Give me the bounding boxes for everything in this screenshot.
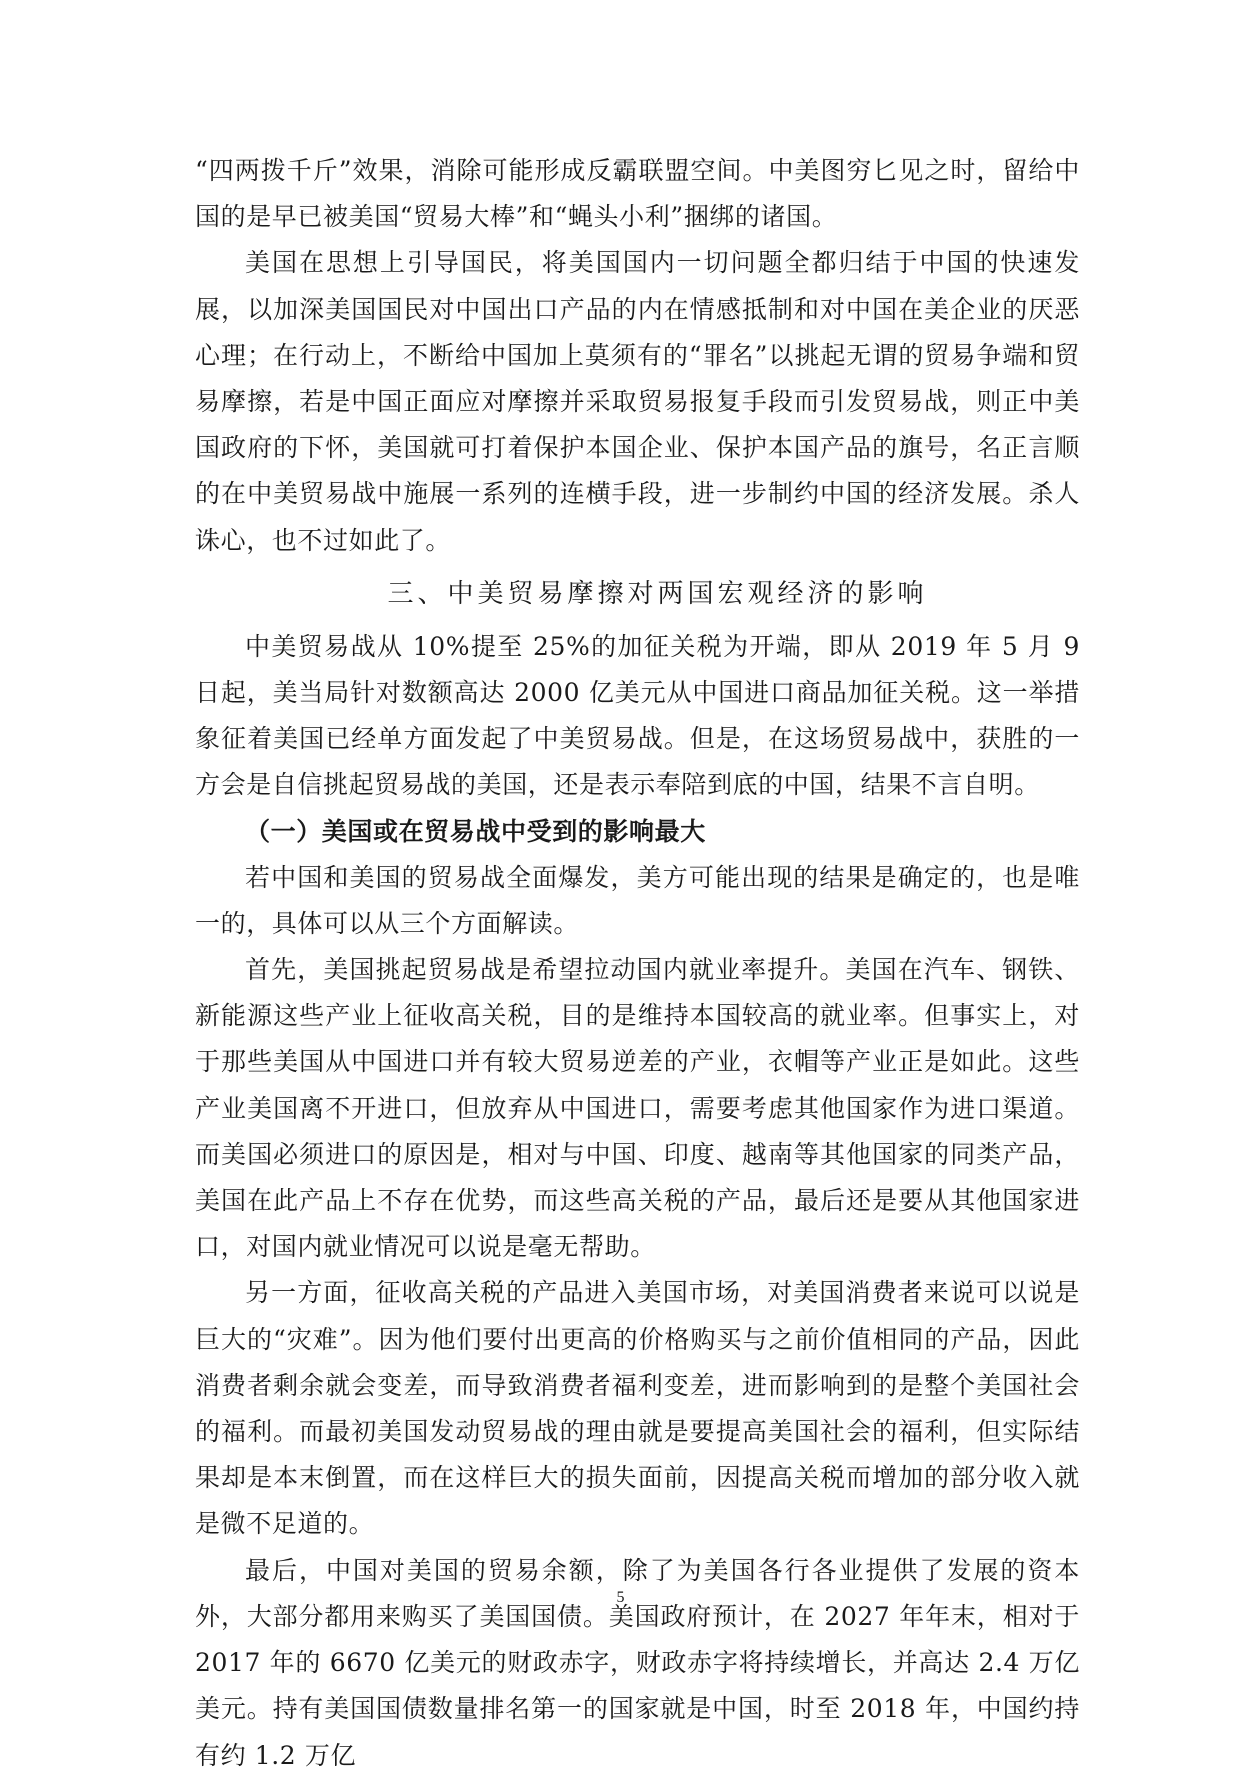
paragraph-treasury-bonds: 最后，中国对美国的贸易余额，除了为美国各行各业提供了发展的资本外，大部分都用来购买了美国国债。美国政府预计，在 2027 年年末，相对于 2017 年的 6670 亿美元的财政赤字，财政赤字将持续增长，并高达 2.4 万亿美元。持有美国国债数量排名第一的国家就是中国，时至 2018 年，中国约持有约 1.2 万亿 [195, 1555, 1080, 1770]
paragraph-outcome: 若中国和美国的贸易战全面爆发，美方可能出现的结果是确定的，也是唯一的，具体可以从三个方面解读。 [195, 862, 1080, 938]
paragraph-employment: 首先，美国挑起贸易战是希望拉动国内就业率提升。美国在汽车、钢铁、新能源这些产业上征收高关税，目的是维持本国较高的就业率。但事实上，对于那些美国从中国进口并有较大贸易逆差的产业，衣帽等产业正是如此。这些产业美国离不开进口，但放弃从中国进口，需要考虑其他国家作为进口渠道。而美国必须进口的原因是，相对与中国、印度、越南等其他国家的同类产品，美国在此产品上不存在优势，而这些高关税的产品，最后还是要从其他国家进口，对国内就业情况可以说是毫无帮助。 [195, 955, 1080, 1262]
paragraph-consumer-welfare: 另一方面，征收高关税的产品进入美国市场，对美国消费者来说可以说是巨大的“灾难”。因为他们要付出更高的价格购买与之前价值相同的产品，因此消费者剩余就会变差，而导致消费者福利变差，进而影响到的是整个美国社会的福利。而最初美国发动贸易战的理由就是要提高美国社会的福利，但实际结果却是本末倒置，而在这样巨大的损失面前，因提高关税而增加的部分收入就是微不足道的。 [195, 1278, 1080, 1539]
section-title: 三、中美贸易摩擦对两国宏观经济的影响 [387, 578, 928, 609]
page-number: 5 [616, 1589, 625, 1606]
body-text [195, 148, 1080, 1779]
paragraph-continuation: “四两拨千斤”效果，消除可能形成反霸联盟空间。中美图穷匕见之时，留给中国的是早已被美国“贸易大棒”和“蝇头小利”捆绑的诸国。 [195, 156, 1080, 232]
paragraph-section-intro: 中美贸易战从 10%提至 25%的加征关税为开端，即从 2019 年 5 月 9 日起，美当局针对数额高达 2000 亿美元从中国进口商品加征关税。这一举措象征着美国已经单方面发起了中美贸易战。但是，在这场贸易战中，获胜的一方会是自信挑起贸易战的美国，还是表示奉陪到底的中国，结果不言自明。 [195, 631, 1080, 800]
subsection-title: （一）美国或在贸易战中受到的影响最大 [245, 816, 706, 846]
paragraph-us-strategy: 美国在思想上引导国民，将美国国内一切问题全都归结于中国的快速发展，以加深美国国民对中国出口产品的内在情感抵制和对中国在美企业的厌恶心理；在行动上，不断给中国加上莫须有的“罪名”以挑起无谓的贸易争端和贸易摩擦，若是中国正面应对摩擦并采取贸易报复手段而引发贸易战，则正中美国政府的下怀，美国就可打着保护本国企业、保护本国产品的旗号，名正言顺的在中美贸易战中施展一系列的连横手段，进一步制约中国的经济发展。杀人诛心，也不过如此了。 [195, 248, 1080, 555]
